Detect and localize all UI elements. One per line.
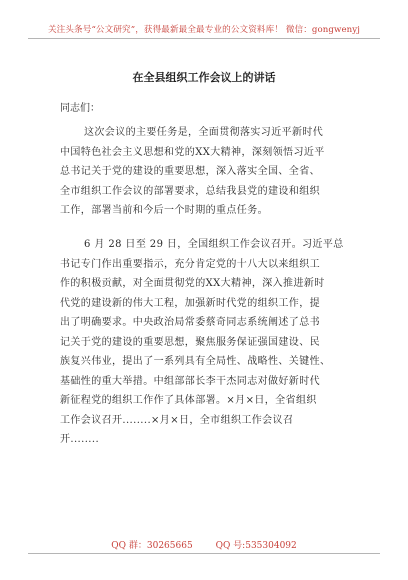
paragraph-line: 开........ bbox=[60, 434, 100, 445]
paragraph-line: 这次会议的主要任务是，全面贯彻落实习近平新时代 bbox=[84, 127, 324, 138]
paragraph-line: 工作会议召开........×月×日，全市组织工作会议召 bbox=[60, 414, 294, 426]
footer-qq-group: QQ 群：30265665 bbox=[111, 541, 193, 551]
paragraph-line: 新征程党的组织工作作了具体部署。×月×日，全省组织 bbox=[60, 395, 317, 406]
paragraph-line: 6 月 28 日至 29 日，全国组织工作会议召开。习近平总 bbox=[84, 239, 344, 250]
paragraph-line: 记关于党的建设的重要思想，聚焦服务保证强国建设、民 bbox=[60, 336, 320, 348]
header-divider bbox=[28, 38, 380, 39]
footer-qq-number: QQ 号:535304092 bbox=[215, 541, 297, 551]
paragraph-line: 作的积极贡献，对全面贯彻党的XX大精神，深入推进新时 bbox=[60, 278, 325, 289]
paragraph-line: 代党的建设新的伟大工程，加强新时代党的组织工作，提 bbox=[60, 297, 320, 309]
paragraph-line: 书记专门作出重要指示，充分肯定党的十八大以来组织工 bbox=[60, 258, 320, 270]
paragraph-line: 中国特色社会主义思想和党的XX大精神，深刻领悟习近平 bbox=[60, 146, 325, 158]
paragraph-line: 全市组织工作会议的部署要求，总结我县党的建设和组织 bbox=[60, 185, 320, 197]
document-title: 在全县组织工作会议上的讲话 bbox=[132, 71, 276, 84]
paragraph-line: 基础性的重大举措。中组部部长李干杰同志对做好新时代 bbox=[60, 375, 320, 387]
paragraph-1 bbox=[60, 123, 348, 221]
paragraph-line: 总书记关于党的建设的重要思想，深入落实全国、全省、 bbox=[60, 166, 320, 177]
paragraph-line: 出了明确要求。中央政治局常委蔡奇同志系统阐述了总书 bbox=[60, 317, 320, 328]
paragraph-2 bbox=[60, 235, 348, 450]
paragraph-line: 工作，部署当前和今后一个时期的重点任务。 bbox=[60, 205, 268, 216]
header-promo-text: 关注头条号“公文研究”，获得最新最全最专业的公文资料库！ 微信：gongwenyj bbox=[47, 25, 361, 35]
paragraph-line: 族复兴伟业，提出了一系列具有全局性、战略性、关键性、 bbox=[60, 356, 331, 367]
footer-divider bbox=[28, 553, 380, 554]
salutation: 同志们： bbox=[60, 103, 100, 114]
footer-contact bbox=[0, 538, 408, 551]
